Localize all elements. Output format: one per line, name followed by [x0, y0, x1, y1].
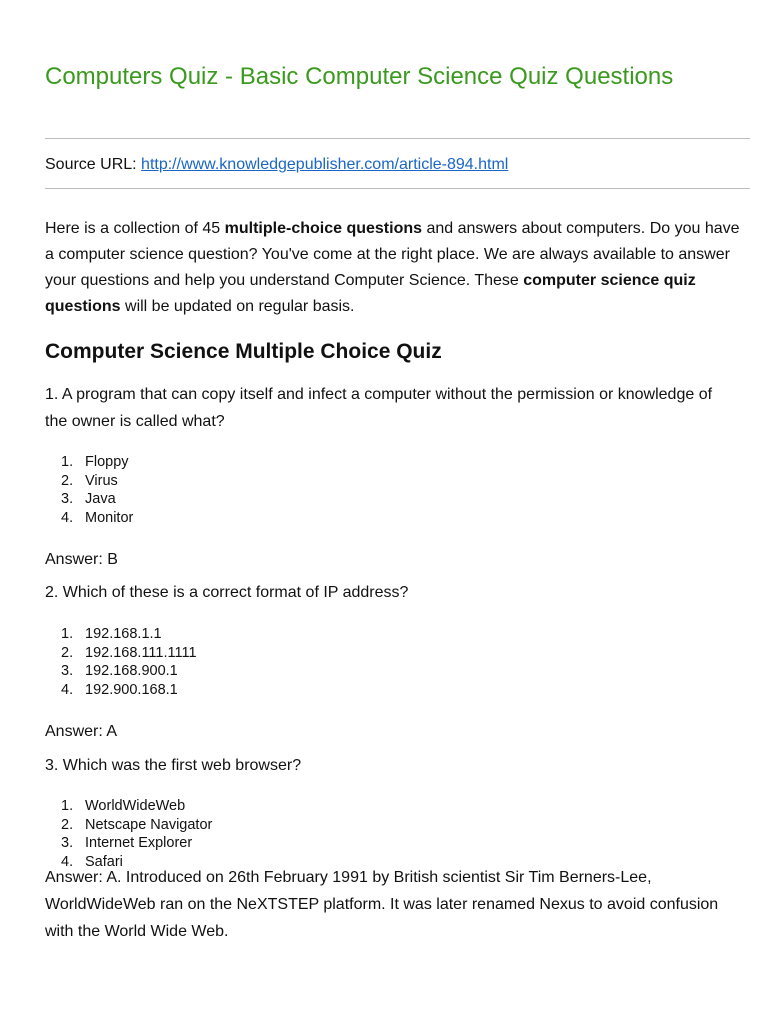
option-item: [45, 816, 212, 835]
intro-paragraph: [45, 216, 745, 320]
option-item: [45, 644, 197, 663]
option-item: [45, 625, 197, 644]
option-item: [45, 453, 133, 472]
option-number: 1.: [61, 626, 74, 642]
question-2-options: [45, 625, 197, 699]
option-text: 192.900.168.1: [85, 681, 178, 698]
source-url-link[interactable]: http://www.knowledgepublisher.com/article-894.html: [141, 156, 509, 173]
intro-text-2: and answers about computers. Do you have a computer science question? You've come at the right place. We are always available to answer your questions and help you understand Computer Science. These: [45, 220, 740, 289]
option-text: Internet Explorer: [85, 835, 193, 851]
option-number: 2.: [61, 644, 74, 661]
option-item: [45, 797, 212, 816]
option-number: 4.: [61, 509, 74, 526]
option-item: [45, 662, 197, 681]
question-1-options: [45, 453, 133, 527]
question-2-answer: Answer: A: [45, 723, 118, 740]
source-label: Source URL:: [45, 156, 142, 173]
option-text: 192.168.1.1: [85, 626, 162, 642]
intro-bold-1: multiple-choice questions: [224, 220, 423, 237]
option-text: Java: [85, 491, 116, 507]
option-text: Netscape Navigator: [85, 816, 213, 833]
question-3-options: [45, 797, 212, 871]
intro-text-3: will be updated on regular basis.: [120, 298, 355, 315]
option-number: 4.: [61, 853, 74, 870]
option-number: 3.: [61, 663, 74, 679]
option-text: Monitor: [85, 509, 134, 526]
question-2-text: 2. Which of these is a correct format of IP address?: [45, 584, 409, 601]
option-number: 3.: [61, 835, 74, 851]
question-1-answer: Answer: B: [45, 551, 118, 568]
option-number: 2.: [61, 816, 74, 833]
option-item: [45, 472, 133, 491]
option-item: [45, 509, 133, 528]
option-number: 2.: [61, 472, 74, 489]
option-number: 1.: [61, 454, 74, 470]
option-text: WorldWideWeb: [85, 798, 186, 814]
divider-top: [45, 138, 750, 139]
intro-text-1: Here is a collection of 45: [45, 220, 225, 237]
option-text: 192.168.900.1: [85, 663, 178, 679]
option-item: [45, 834, 212, 853]
option-number: 3.: [61, 491, 74, 507]
source-line: [45, 155, 508, 175]
section-heading: Computer Science Multiple Choice Quiz: [45, 340, 442, 363]
question-3-text: 3. Which was the first web browser?: [45, 757, 302, 774]
option-item: [45, 490, 133, 509]
option-text: Floppy: [85, 454, 129, 470]
question-1-text: 1. A program that can copy itself and infect a computer without the permission or knowledge of the owner is called what?: [45, 386, 713, 430]
intro-bold-2: computer science quiz questions: [45, 272, 696, 315]
option-text: Safari: [85, 853, 123, 870]
question-3-answer: Answer: A. Introduced on 26th February 1991 by British scientist Sir Tim Berners-Lee, WorldWideWeb ran on the NeXTSTEP platform. It was later renamed Nexus to avoid confusion with the World Wide Web.: [45, 869, 719, 940]
divider-bottom: [45, 188, 750, 189]
option-item: [45, 681, 197, 700]
option-number: 1.: [61, 798, 74, 814]
option-number: 4.: [61, 681, 74, 698]
option-text: 192.168.111.1111: [85, 644, 197, 661]
document-title: Computers Quiz - Basic Computer Science Quiz Questions: [45, 63, 674, 90]
option-text: Virus: [85, 472, 118, 489]
